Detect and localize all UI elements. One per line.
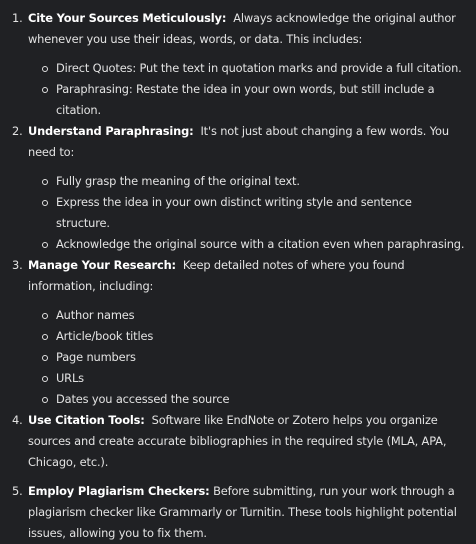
sub-list-item: Direct Quotes: Put the text in quotation marks and provide a full citation. <box>42 58 466 79</box>
list-item-manage-research <box>12 255 466 410</box>
spacer <box>28 473 466 481</box>
item-number: 5. <box>12 484 23 498</box>
list-item-plagiarism-checkers <box>12 481 466 544</box>
sub-list-item: Fully grasp the meaning of the original text. <box>42 171 466 192</box>
hollow-bullet-icon <box>42 313 48 319</box>
sub-list <box>28 58 466 121</box>
hollow-bullet-icon <box>42 66 48 72</box>
item-number: 1. <box>12 11 23 25</box>
item-number: 4. <box>12 413 23 427</box>
hollow-bullet-icon <box>42 200 48 206</box>
sub-list-item: Dates you accessed the source <box>42 389 466 410</box>
item-number: 2. <box>12 124 23 138</box>
sub-list-item: Express the idea in your own distinct writing style and sentence structure. <box>42 192 466 234</box>
item-text: Software like EndNote or Zotero helps you organize sources and create accurate bibliographies in the required style (MLA, APA, Chicago, etc.). <box>28 413 447 469</box>
list-item-citation-tools <box>12 410 466 481</box>
hollow-bullet-icon <box>42 179 48 185</box>
sub-list-item: Author names <box>42 305 466 326</box>
list-item-paraphrasing <box>12 121 466 255</box>
hollow-bullet-icon <box>42 376 48 382</box>
sub-list-item: Paraphrasing: Restate the idea in your own words, but still include a citation. <box>42 79 466 121</box>
sub-list <box>28 305 466 410</box>
sub-list-item: Acknowledge the original source with a citation even when paraphrasing. <box>42 234 466 255</box>
sub-list-item: Article/book titles <box>42 326 466 347</box>
item-text: Before submitting, run your work through a plagiarism checker like Grammarly or Turnitin. These tools highlight potential issues, allowing you to fix them. <box>28 484 457 540</box>
item-heading: Cite Your Sources Meticulously: <box>28 11 227 25</box>
item-number: 3. <box>12 258 23 272</box>
item-text: Always acknowledge the original author whenever you use their ideas, words, or data. This includes: <box>28 11 456 46</box>
hollow-bullet-icon <box>42 242 48 248</box>
item-heading: Use Citation Tools: <box>28 413 145 427</box>
hollow-bullet-icon <box>42 87 48 93</box>
list-item-cite-sources <box>12 8 466 121</box>
sub-list-item: URLs <box>42 368 466 389</box>
item-heading: Manage Your Research: <box>28 258 176 272</box>
item-heading: Understand Paraphrasing: <box>28 124 194 138</box>
sub-list <box>28 171 466 255</box>
hollow-bullet-icon <box>42 334 48 340</box>
item-heading: Employ Plagiarism Checkers: <box>28 484 210 498</box>
sub-list-item: Page numbers <box>42 347 466 368</box>
item-text: It's not just about changing a few words. You need to: <box>28 124 449 159</box>
hollow-bullet-icon <box>42 355 48 361</box>
hollow-bullet-icon <box>42 397 48 403</box>
numbered-list <box>12 8 466 544</box>
item-text: Keep detailed notes of where you found information, including: <box>28 258 405 293</box>
